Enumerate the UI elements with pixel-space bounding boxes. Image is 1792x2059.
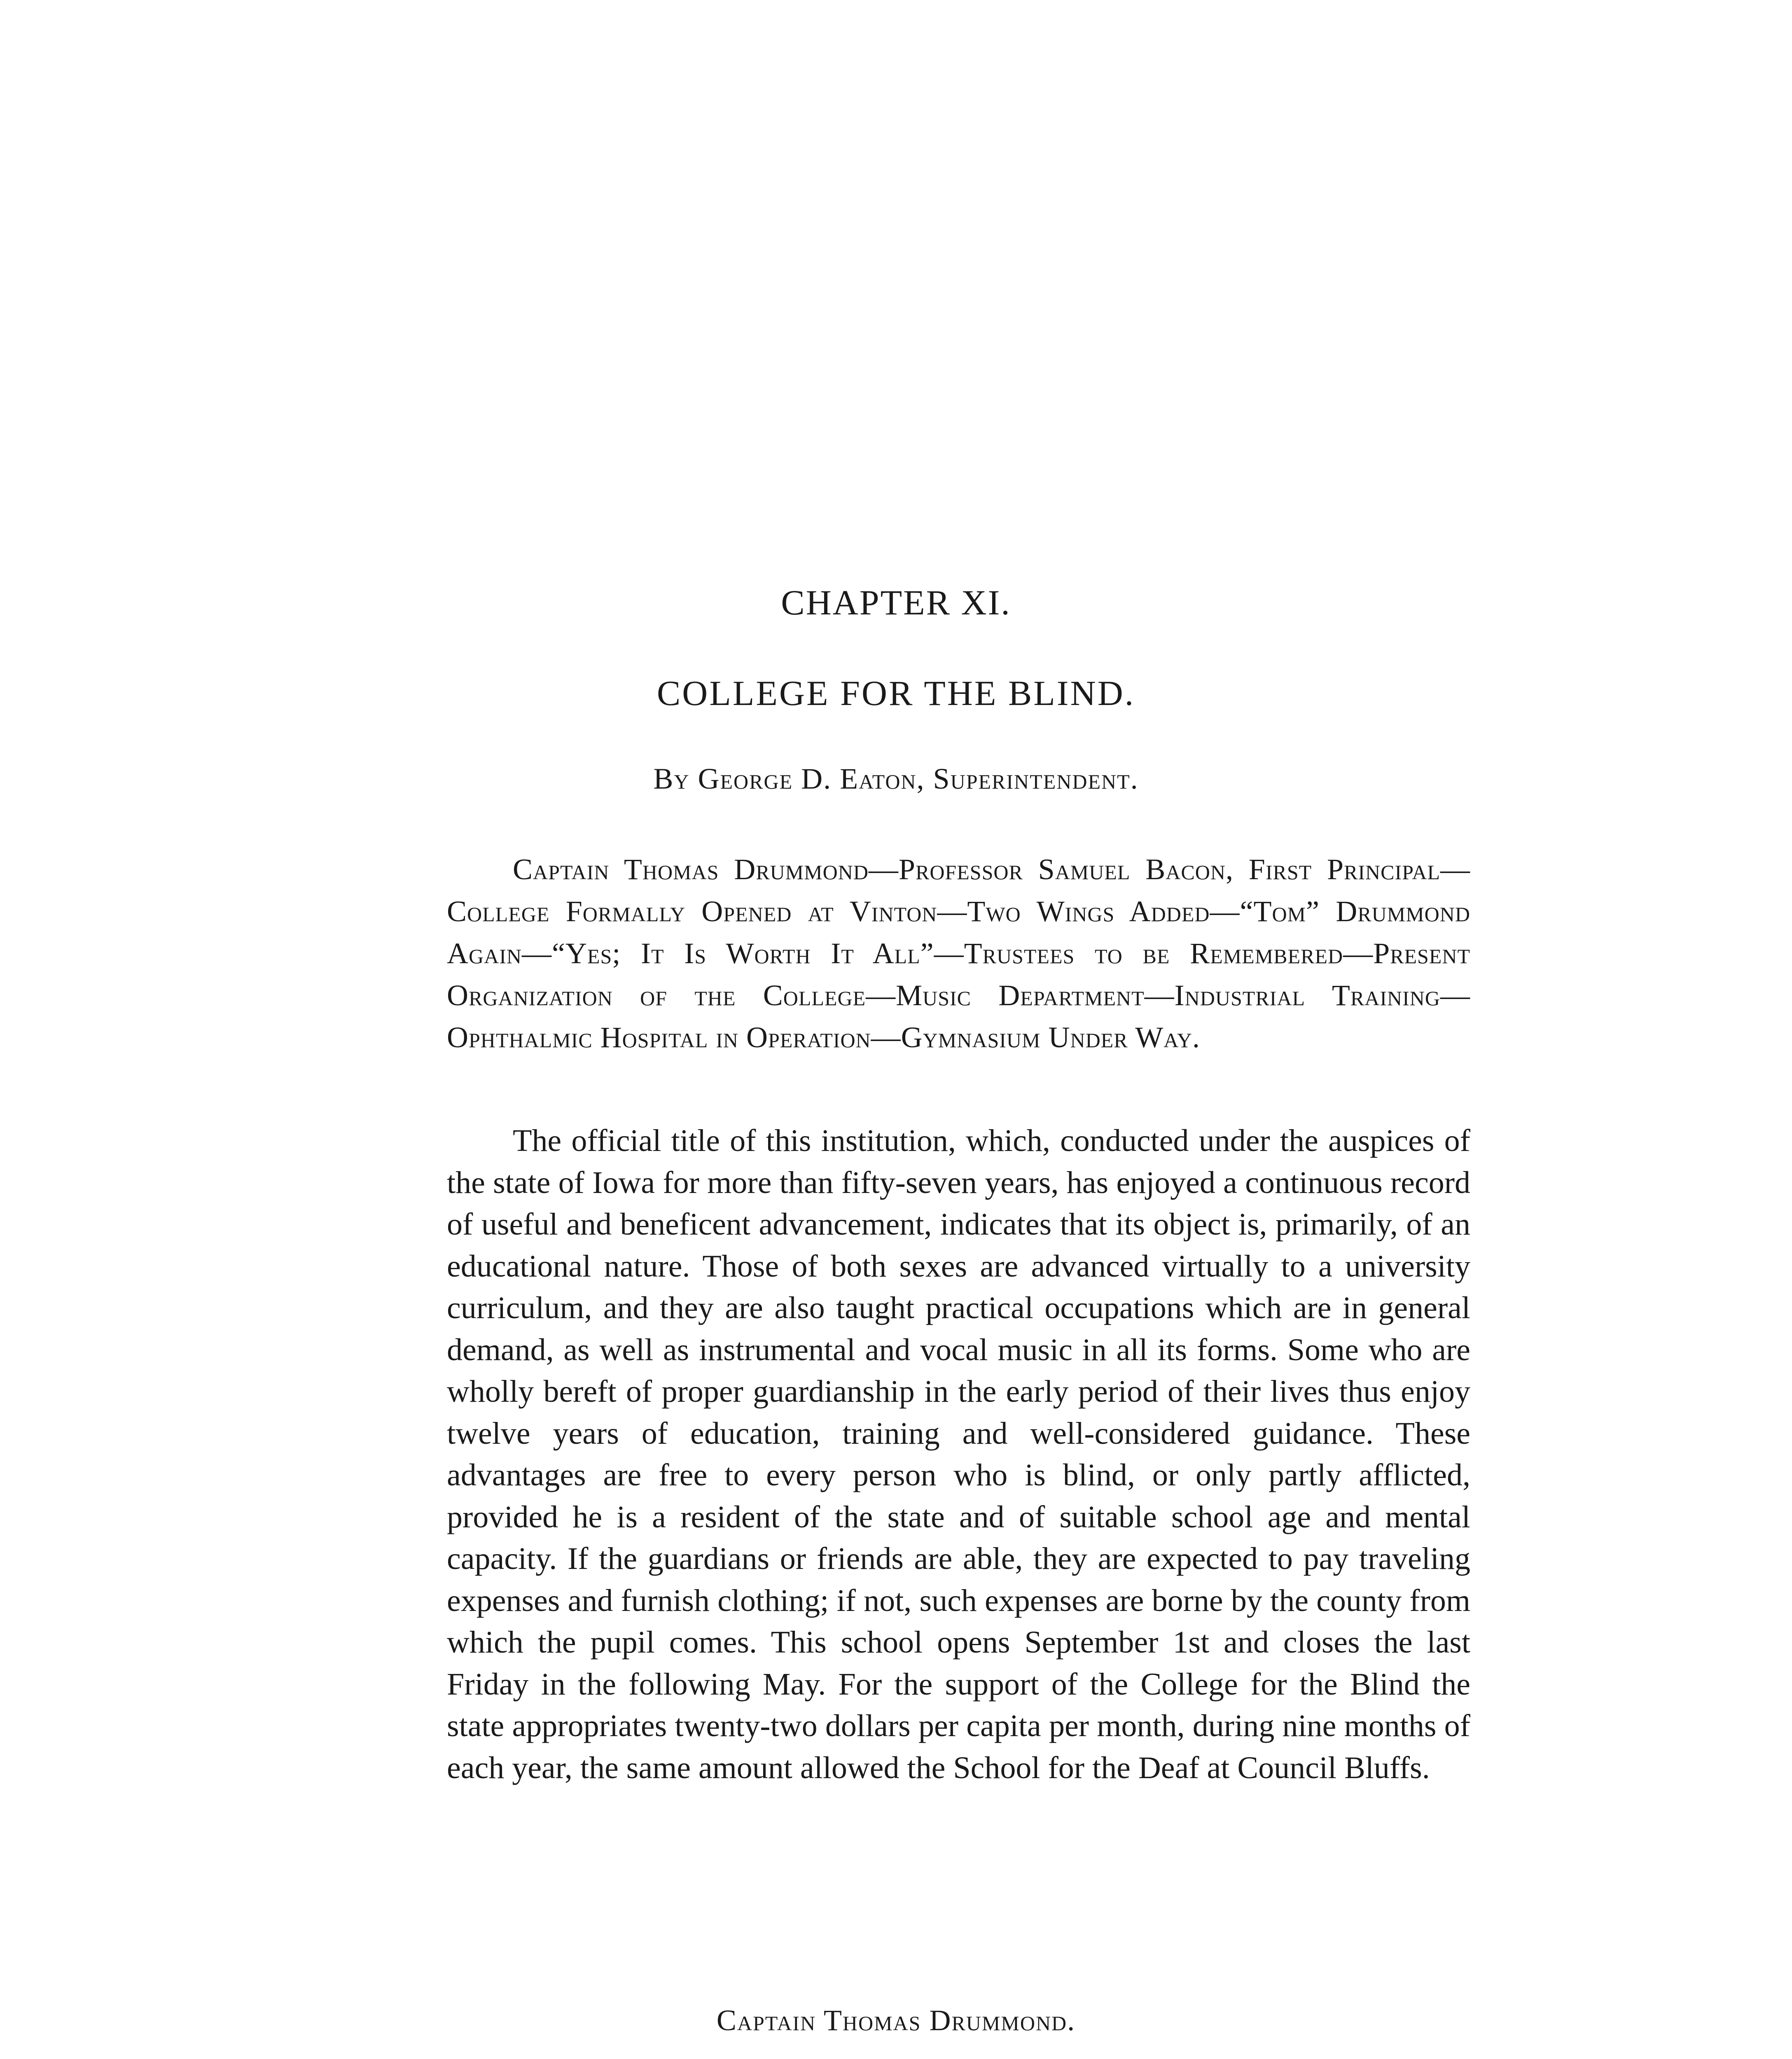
chapter-byline: By George D. Eaton, Superintendent. [653,762,1139,795]
section-heading: Captain Thomas Drummond. [716,2004,1076,2037]
body-paragraph-1: The official title of this institution, which, conducted under the auspices of the state of Iowa for more than fifty-seven years, has enjoyed a continuous record of useful and beneficent advancement, indicates that its object is, primarily, of an educational nature. Those of both sexes are advanced virtually to a university curriculum, and they are also taught practical occupations which are in general demand, as well as instrumental and vocal music in all its forms. Some who are wholly bereft of proper guardianship in the early period of their lives thus enjoy twelve years of education, training and well-considered guidance. These advantages are free to every person who is blind, or only partly afflicted, provided he is a resident of the state and of suitable school age and mental capacity. If the guardians or friends are able, they are expected to pay traveling expenses and furnish clothing; if not, such expenses are borne by the county from which the pupil comes. This school opens September 1st and closes the last Friday in the following May. For the support of the College for the Blind the state appropriates twenty-two dollars per capita per month, during nine months of each year, the same amount allowed the School for the Deaf at Council Bluffs. [447,1123,1470,1785]
chapter-number: CHAPTER XI. [781,583,1011,622]
chapter-title: COLLEGE FOR THE BLIND. [657,673,1135,713]
chapter-synopsis: Captain Thomas Drummond—Professor Samuel Bacon, First Principal—College Formally Opened at Vinton—Two Wings Added—“Tom” Drummond Again—“Yes; It Is Worth It All”—Trustees to be Remembered—Present Organization of the College—Music Department—Industrial Training—Ophthalmic Hospital in Operation—Gymnasium Under Way. [447,853,1470,1054]
